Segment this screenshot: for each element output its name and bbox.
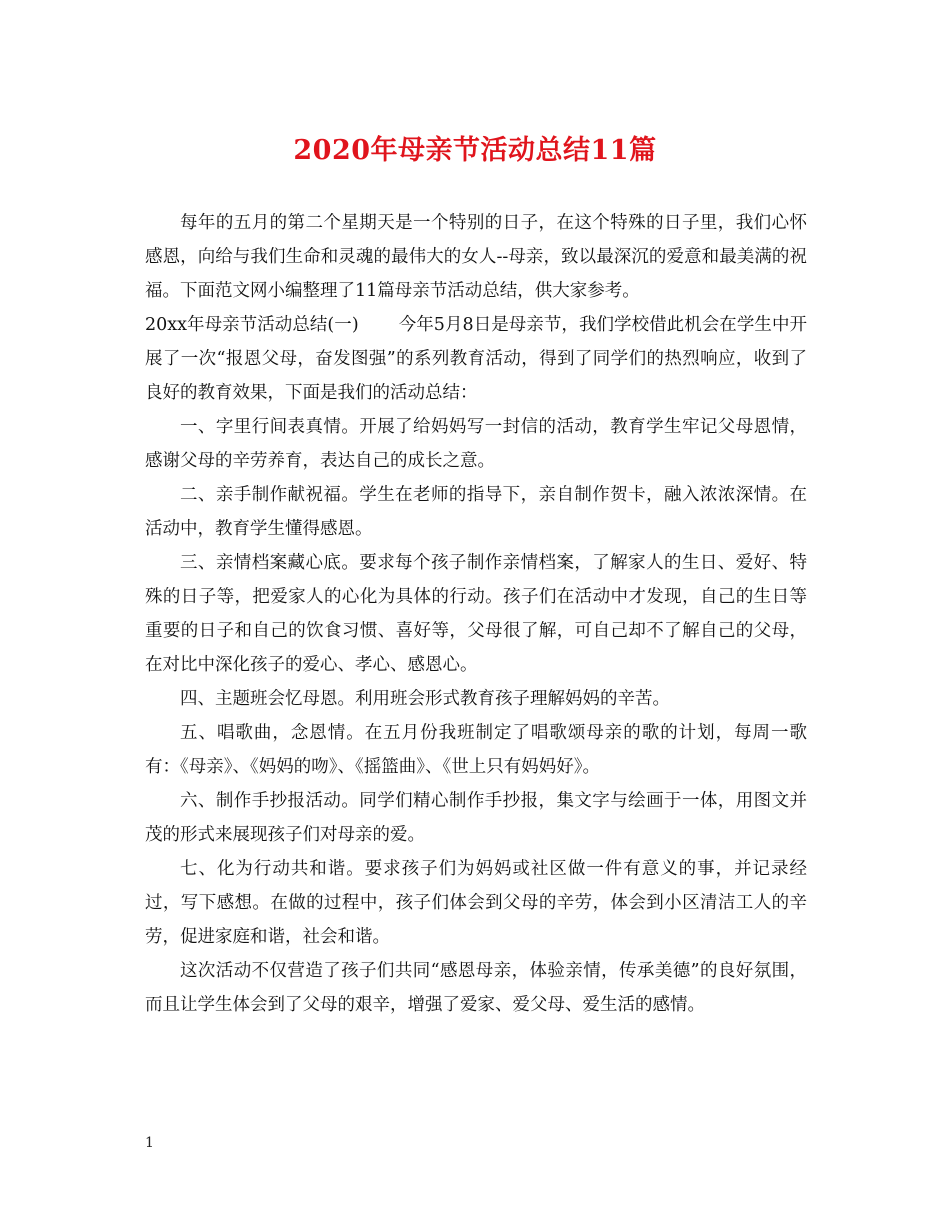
section-heading: 20xx年母亲节活动总结(一) (145, 315, 359, 335)
list-item: 四、主题班会忆母恩。利用班会形式教育孩子理解妈妈的辛苦。 (180, 689, 670, 709)
list-item: 一、字里行间表真情。开展了给妈妈写一封信的活动，教育学生牢记父母恩情，感谢父母的辛劳养育，表达自己的成长之意。 (145, 417, 807, 471)
conclusion-paragraph: 这次活动不仅营造了孩子们共同“感恩母亲，体验亲情，传承美德”的良好氛围，而且让学生体会到了父母的艰辛，增强了爱家、爱父母、爱生活的感情。 (145, 961, 807, 1015)
list-item: 五、唱歌曲，念恩情。在五月份我班制定了唱歌颂母亲的歌的计划，每周一歌有：《母亲》、《妈妈的吻》、《摇篮曲》、《世上只有妈妈好》。 (145, 723, 807, 777)
page-title: 2020年母亲节活动总结11篇 (293, 135, 657, 166)
document-body (145, 206, 807, 1022)
list-item: 六、制作手抄报活动。同学们精心制作手抄报，集文字与绘画于一体，用图文并茂的形式来展现孩子们对母亲的爱。 (145, 791, 807, 845)
list-item: 二、亲手制作献祝福。学生在老师的指导下，亲自制作贺卡，融入浓浓深情。在活动中，教育学生懂得感恩。 (145, 485, 807, 539)
section-paragraph (145, 308, 807, 410)
list-item: 三、亲情档案藏心底。要求每个孩子制作亲情档案，了解家人的生日、爱好、特殊的日子等，把爱家人的心化为具体的行动。孩子们在活动中才发现，自己的生日等重要的日子和自己的饮食习惯、喜好等，父母很了解，可自己却不了解自己的父母，在对比中深化孩子的爱心、孝心、感恩心。 (145, 553, 807, 675)
list-item: 七、化为行动共和谐。要求孩子们为妈妈或社区做一件有意义的事，并记录经过，写下感想。在做的过程中，孩子们体会到父母的辛劳，体会到小区清洁工人的辛劳，促进家庭和谐，社会和谐。 (145, 859, 807, 947)
page-number: 1 (145, 1135, 154, 1151)
intro-paragraph: 每年的五月的第二个星期天是一个特别的日子，在这个特殊的日子里，我们心怀感恩，向给与我们生命和灵魂的最伟大的女人--母亲，致以最深沉的爱意和最美满的祝福。下面范文网小编整理了11篇母亲节活动总结，供大家参考。 (145, 213, 807, 301)
section-intro: 今年5月8日是母亲节，我们学校借此机会在学生中开展了一次“报恩父母，奋发图强”的系列教育活动，得到了同学们的热烈响应，收到了良好的教育效果，下面是我们的活动总结： (145, 315, 807, 403)
